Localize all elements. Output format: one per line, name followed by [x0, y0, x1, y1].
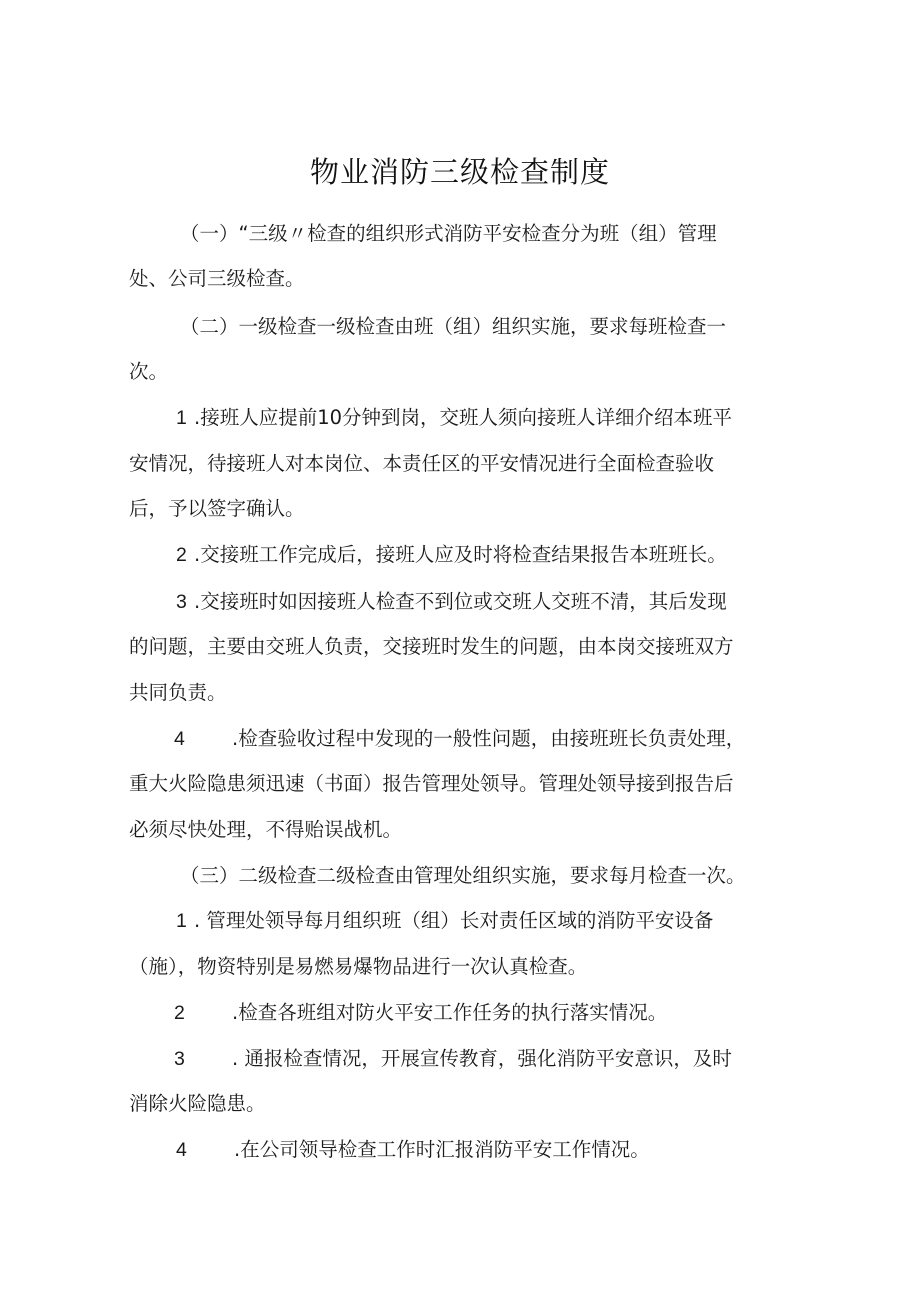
section-1-line-2: 处、公司三级检查。: [129, 267, 305, 290]
section-3-item-1-line-1: . 管理处领导每月组织班（组）长对责任区域的消防平安设备: [194, 909, 714, 932]
section-1-line-1: （一）“三级〃检查的组织形式消防平安检查分为班（组）管理: [180, 222, 717, 245]
section-3-item-3-line-2: 消除火险隐患。: [129, 1092, 266, 1115]
section-2-item-4-line-1: .检查验收过程中发现的一般性问题，由接班班长负责处理，: [232, 727, 746, 750]
section-3-item-2-line-1: .检查各班组对防火平安工作任务的执行落实情况。: [232, 1001, 668, 1024]
section-2-item-4-line-3: 必须尽快处理，不得贻误战机。: [129, 818, 403, 841]
section-2-item-3-line-3: 共同负责。: [129, 681, 227, 704]
section-3-item-1-number: 1: [176, 910, 187, 932]
section-3-item-4-line-1: .在公司领导检查工作时汇报消防平安工作情况。: [234, 1138, 650, 1161]
section-2-item-1-line-2: 安情况，待接班人对本岗位、本责任区的平安情况进行全面检查验收: [129, 452, 715, 475]
section-2-item-4-number: 4: [174, 728, 185, 750]
document-title: 物业消防三级检查制度: [309, 155, 610, 189]
section-2-item-1-line-1: .接班人应提前10分钟到岗，交班人须向接班人详细介绍本班平: [194, 406, 733, 429]
section-2-item-4-line-2: 重大火险隐患须迅速（书面）报告管理处领导。管理处领导接到报告后: [129, 772, 734, 795]
section-2-item-2-line-1: .交接班工作完成后，接班人应及时将检查结果报告本班班长。: [194, 543, 727, 566]
section-3-item-2-number: 2: [174, 1002, 185, 1024]
section-2-item-3-number: 3: [176, 591, 187, 613]
section-2-item-1-line-3: 后，予以签字确认。: [129, 497, 305, 520]
section-2-item-3-line-1: .交接班时如因接班人检查不到位或交班人交班不清，其后发现: [194, 590, 727, 613]
section-2-line-1: （二）一级检查一级检查由班（组）组织实施，要求每班检查一: [180, 315, 727, 338]
section-3-item-3-line-1: . 通报检查情况，开展宣传教育，强化消防平安意识，及时: [232, 1047, 732, 1070]
section-2-item-3-line-2: 的问题，主要由交班人负责，交接班时发生的问题，由本岗交接班双方: [129, 635, 734, 658]
section-3-item-3-number: 3: [174, 1048, 185, 1070]
section-3-item-1-line-2: （施），物资特别是易燃易爆物品进行一次认真检查。: [129, 955, 588, 978]
section-2-item-2-number: 2: [176, 544, 187, 566]
section-2-item-1-number: 1: [176, 407, 187, 429]
section-3-line-1: （三）二级检查二级检查由管理处组织实施，要求每月检查一次。: [180, 864, 746, 887]
section-2-line-2: 次。: [129, 360, 169, 383]
section-3-item-4-number: 4: [176, 1139, 187, 1161]
